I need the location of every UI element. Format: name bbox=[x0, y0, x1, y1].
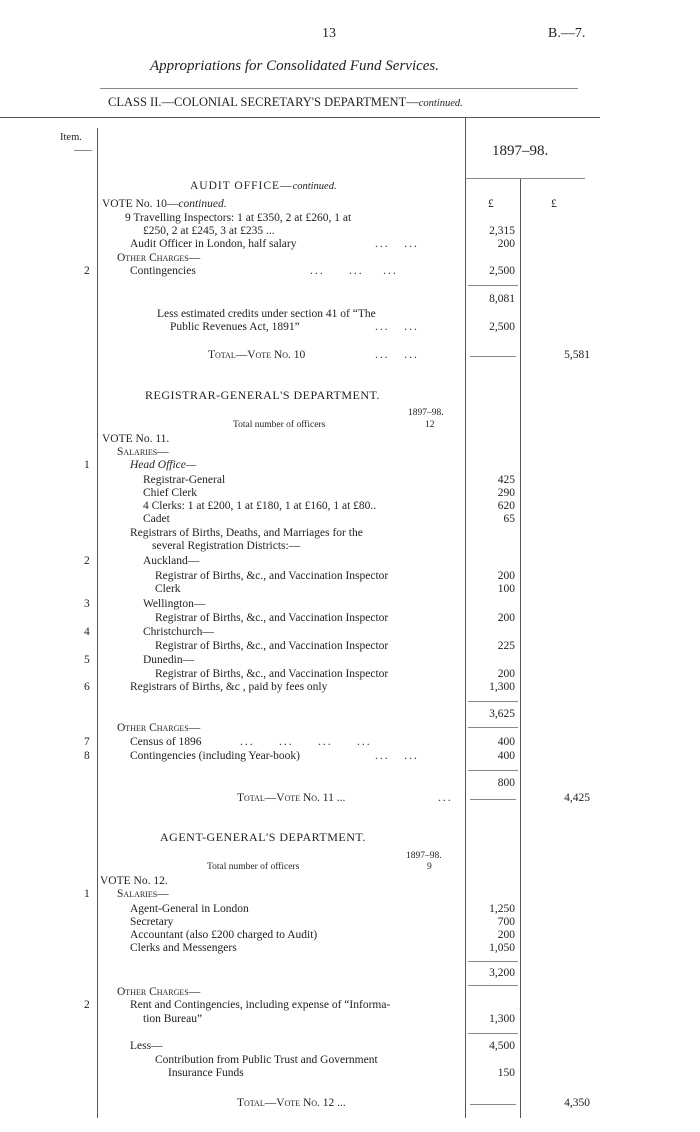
auckland-registrar-amount: 200 bbox=[497, 570, 515, 582]
census-amount: 400 bbox=[497, 736, 515, 748]
audit-item-2: 2 bbox=[84, 265, 90, 277]
audit-heading bbox=[190, 180, 337, 193]
audit-total: Total—Vote No. 10 bbox=[208, 349, 306, 361]
sum-rule bbox=[468, 285, 518, 286]
audit-line-1: 9 Travelling Inspectors: 1 at £350, 2 at £260, 1 at bbox=[125, 212, 352, 224]
agent-subtotal-2: 4,500 bbox=[489, 1040, 515, 1052]
agent-total-amount: 4,350 bbox=[564, 1097, 590, 1109]
agent-general-label: Agent-General in London bbox=[130, 903, 249, 915]
audit-vote bbox=[102, 198, 227, 211]
christchurch-registrar: Registrar of Births, &c., and Vaccination Inspector bbox=[155, 640, 389, 652]
registrar-item-5: 5 bbox=[84, 654, 90, 666]
agent-officers-label: Total number of officers bbox=[207, 862, 300, 872]
registrar-subtotal: 3,625 bbox=[489, 708, 515, 720]
audit-less-amount: 2,500 bbox=[489, 321, 515, 333]
wellington-label: Wellington— bbox=[143, 598, 206, 610]
registrar-officers-label: Total number of officers bbox=[233, 420, 326, 430]
auckland-clerk: Clerk bbox=[155, 583, 181, 595]
christchurch-label: Christchurch— bbox=[143, 626, 214, 638]
item-column-header: Item. bbox=[60, 132, 82, 143]
total-rule bbox=[470, 1104, 516, 1105]
agent-heading: AGENT-GENERAL'S DEPARTMENT. bbox=[160, 830, 366, 844]
registrar-item-3: 3 bbox=[84, 598, 90, 610]
running-title: Appropriations for Consolidated Fund Services. bbox=[150, 58, 440, 74]
leader-dots: ... ... bbox=[375, 238, 419, 250]
total-rule bbox=[470, 356, 516, 357]
audit-vote-continued: continued. bbox=[178, 198, 227, 210]
agent-vote: VOTE No. 12. bbox=[100, 875, 168, 887]
registrar-total-amount: 4,425 bbox=[564, 792, 590, 804]
registrar-heading: REGISTRAR-GENERAL'S DEPARTMENT. bbox=[145, 388, 380, 402]
agent-clerks-amount: 1,050 bbox=[489, 942, 515, 954]
contribution-line-2: Insurance Funds bbox=[168, 1067, 244, 1079]
agent-less: Less— bbox=[130, 1040, 163, 1052]
contribution-line-1: Contribution from Public Trust and Government bbox=[155, 1054, 378, 1066]
registrar-subtotal-2: 800 bbox=[497, 777, 515, 789]
audit-subtotal: 8,081 bbox=[489, 293, 515, 305]
agent-total: Total—Vote No. 12 ... bbox=[237, 1097, 346, 1109]
audit-heading-continued: continued. bbox=[292, 181, 337, 192]
class-title-continued: continued. bbox=[418, 98, 463, 109]
rent-amount: 1,300 bbox=[489, 1013, 515, 1025]
registrar-item-4: 4 bbox=[84, 626, 90, 638]
chief-clerk-label: Chief Clerk bbox=[143, 487, 197, 499]
audit-line-3: Audit Officer in London, half salary bbox=[130, 238, 297, 250]
secretary-amount: 700 bbox=[497, 916, 515, 928]
fees-label: Registrars of Births, &c , paid by fees only bbox=[130, 681, 328, 693]
agent-salaries: Salaries— bbox=[117, 888, 169, 900]
head-office-label: Head Office— bbox=[130, 459, 197, 471]
rent-line-2: tion Bureau” bbox=[143, 1013, 203, 1025]
auckland-label: Auckland— bbox=[143, 555, 200, 567]
registrar-contingencies-amount: 400 bbox=[497, 750, 515, 762]
audit-line-2-amount: 2,315 bbox=[489, 225, 515, 237]
clerks-label: 4 Clerks: 1 at £200, 1 at £180, 1 at £160, 1 at £80.. bbox=[143, 500, 377, 512]
total-rule bbox=[470, 799, 516, 800]
sum-rule bbox=[468, 701, 518, 702]
auckland-clerk-amount: 100 bbox=[497, 583, 515, 595]
auckland-registrar: Registrar of Births, &c., and Vaccination Inspector bbox=[155, 570, 389, 582]
audit-line-3-amount: 200 bbox=[497, 238, 515, 250]
audit-less-1: Less estimated credits under section 41 of “The bbox=[157, 308, 376, 320]
amount-column-left-rule bbox=[465, 118, 466, 1118]
year-header-rule bbox=[465, 178, 585, 179]
audit-other-charges: Other Charges— bbox=[117, 252, 201, 264]
registrars-line-2: several Registration Districts:— bbox=[152, 540, 301, 552]
audit-total-amount: 5,581 bbox=[564, 349, 590, 361]
item-column-rule bbox=[97, 128, 98, 1118]
agent-year: 1897–98. bbox=[406, 851, 442, 861]
registrar-item-2: 2 bbox=[84, 555, 90, 567]
dunedin-amount: 200 bbox=[497, 668, 515, 680]
rule-class bbox=[0, 117, 600, 118]
chief-clerk-amount: 290 bbox=[497, 487, 515, 499]
registrar-general-label: Registrar-General bbox=[143, 474, 226, 486]
leader-dots: ... ... ... bbox=[310, 265, 398, 277]
sum-rule bbox=[468, 770, 518, 771]
christchurch-amount: 225 bbox=[497, 640, 515, 652]
agent-officers: 9 bbox=[427, 862, 432, 872]
agent-clerks-label: Clerks and Messengers bbox=[130, 942, 237, 954]
sum-rule bbox=[468, 1033, 518, 1034]
registrar-item-1: 1 bbox=[84, 459, 90, 471]
census-label: Census of 1896 bbox=[130, 736, 202, 748]
registrar-item-7: 7 bbox=[84, 736, 90, 748]
audit-line-2: £250, 2 at £245, 3 at £235 ... bbox=[143, 225, 275, 237]
amount-column-mid-rule bbox=[520, 178, 521, 1118]
registrar-year: 1897–98. bbox=[408, 408, 444, 418]
audit-heading-text: AUDIT OFFICE— bbox=[190, 180, 293, 192]
registrar-contingencies: Contingencies (including Year-book) bbox=[130, 750, 301, 762]
pound-sign-left: £ bbox=[488, 198, 494, 210]
agent-item-2: 2 bbox=[84, 999, 90, 1011]
sum-rule bbox=[468, 727, 518, 728]
registrar-officers: 12 bbox=[425, 420, 435, 430]
secretary-label: Secretary bbox=[130, 916, 174, 928]
registrar-total: Total—Vote No. 11 ... bbox=[237, 792, 346, 804]
fees-amount: 1,300 bbox=[489, 681, 515, 693]
series-code: B.—7. bbox=[548, 26, 586, 41]
cadet-amount: 65 bbox=[503, 513, 515, 525]
agent-subtotal: 3,200 bbox=[489, 967, 515, 979]
dunedin-label: Dunedin— bbox=[143, 654, 195, 666]
leader-dots: ... ... bbox=[375, 750, 419, 762]
page-number: 13 bbox=[322, 26, 336, 41]
audit-contingencies-amount: 2,500 bbox=[489, 265, 515, 277]
rent-line-1: Rent and Contingencies, including expense of “Informa- bbox=[130, 999, 391, 1011]
registrar-item-6: 6 bbox=[84, 681, 90, 693]
year-column-header: 1897–98. bbox=[492, 143, 549, 159]
wellington-amount: 200 bbox=[497, 612, 515, 624]
agent-general-amount: 1,250 bbox=[489, 903, 515, 915]
registrar-item-8: 8 bbox=[84, 750, 90, 762]
audit-less-2: Public Revenues Act, 1891” bbox=[170, 321, 300, 333]
item-header-underline bbox=[74, 150, 92, 151]
agent-other-charges: Other Charges— bbox=[117, 986, 201, 998]
class-title bbox=[108, 95, 463, 110]
dunedin-registrar: Registrar of Births, &c., and Vaccination Inspector bbox=[155, 668, 389, 680]
registrar-salaries: Salaries— bbox=[117, 446, 169, 458]
audit-vote-text: VOTE No. 10— bbox=[102, 198, 179, 210]
leader-dots: ... ... bbox=[375, 349, 419, 361]
accountant-label: Accountant (also £200 charged to Audit) bbox=[130, 929, 318, 941]
cadet-label: Cadet bbox=[143, 513, 170, 525]
registrar-other-charges: Other Charges— bbox=[117, 722, 201, 734]
agent-item-1: 1 bbox=[84, 888, 90, 900]
registrar-general-amount: 425 bbox=[497, 474, 515, 486]
clerks-amount: 620 bbox=[497, 500, 515, 512]
rule-top bbox=[100, 88, 578, 89]
leader-dots: ... bbox=[438, 792, 453, 804]
audit-contingencies: Contingencies bbox=[130, 265, 196, 277]
sum-rule bbox=[468, 961, 518, 962]
registrars-line-1: Registrars of Births, Deaths, and Marriages for the bbox=[130, 527, 363, 539]
leader-dots: ... ... bbox=[375, 321, 419, 333]
pound-sign-right: £ bbox=[551, 198, 557, 210]
accountant-amount: 200 bbox=[497, 929, 515, 941]
leader-dots: ... ... ... ... bbox=[240, 736, 372, 748]
class-title-text: CLASS II.—COLONIAL SECRETARY'S DEPARTMENT— bbox=[108, 95, 419, 109]
wellington-registrar: Registrar of Births, &c., and Vaccination Inspector bbox=[155, 612, 389, 624]
sum-rule bbox=[468, 985, 518, 986]
contribution-amount: 150 bbox=[497, 1067, 515, 1079]
registrar-vote: VOTE No. 11. bbox=[102, 433, 170, 445]
